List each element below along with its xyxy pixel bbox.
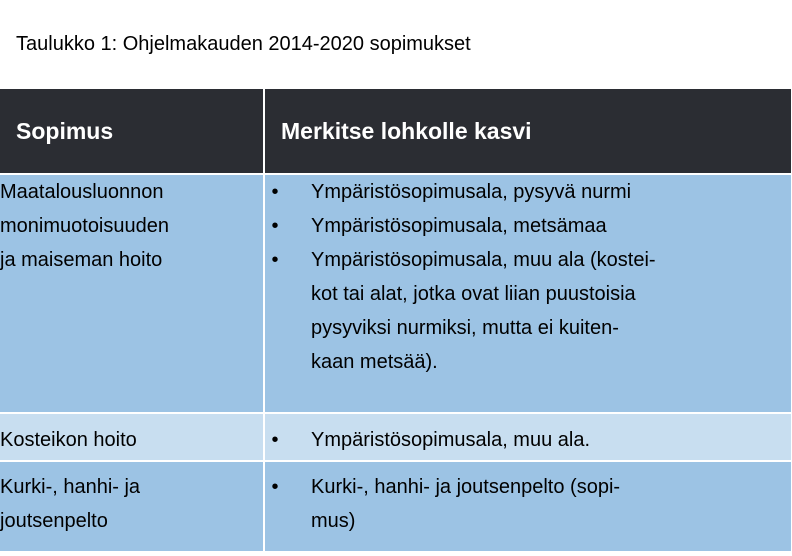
list-item — [265, 470, 791, 538]
agreement-line: joutsenpelto — [0, 510, 108, 532]
agreement-line: Kurki-, hanhi- ja — [0, 476, 141, 498]
bullet-icon: • — [271, 476, 279, 498]
list-item-line: Ympäristösopimusala, muu ala. — [311, 429, 591, 451]
list-item — [265, 243, 791, 379]
agreement-line: Kosteikon hoito — [0, 429, 137, 451]
crop-list — [265, 423, 791, 457]
header-sopimus: Sopimus — [0, 89, 264, 174]
list-item-line: Ympäristösopimusala, muu ala (kostei- — [311, 249, 656, 271]
list-item-line: Ympäristösopimusala, metsämaa — [311, 215, 607, 237]
bullet-icon: • — [271, 181, 279, 203]
crop-cell — [264, 413, 792, 461]
list-item — [265, 423, 791, 457]
crop-cell — [264, 461, 792, 552]
table-caption: Taulukko 1: Ohjelmakauden 2014-2020 sopimukset — [16, 33, 471, 55]
agreement-line: Maatalousluonnon — [0, 181, 164, 203]
table-header-row — [0, 89, 792, 174]
table-row — [0, 174, 792, 413]
list-item-line: Ympäristösopimusala, pysyvä nurmi — [311, 181, 632, 203]
agreement-cell — [0, 413, 264, 461]
agreement-line: monimuotoisuuden — [0, 215, 169, 237]
list-item — [265, 175, 791, 209]
table-row — [0, 461, 792, 552]
crop-cell — [264, 174, 792, 413]
list-item-line: mus) — [311, 510, 356, 532]
bullet-icon: • — [271, 429, 279, 451]
crop-list — [265, 175, 791, 379]
list-item-line: Kurki-, hanhi- ja joutsenpelto (sopi- — [311, 476, 621, 498]
table-row — [0, 413, 792, 461]
list-item-line: kot tai alat, jotka ovat liian puustoisia — [311, 283, 636, 305]
agreement-cell — [0, 174, 264, 413]
bullet-icon: • — [271, 215, 279, 237]
agreements-table — [0, 89, 792, 553]
agreement-line: ja maiseman hoito — [0, 249, 163, 271]
bullet-icon: • — [271, 249, 279, 271]
list-item-line: kaan metsää). — [311, 351, 438, 373]
list-item — [265, 209, 791, 243]
crop-list — [265, 470, 791, 538]
agreement-cell — [0, 461, 264, 552]
header-merkitse: Merkitse lohkolle kasvi — [264, 89, 792, 174]
list-item-line: pysyviksi nurmiksi, mutta ei kuiten- — [311, 317, 619, 339]
